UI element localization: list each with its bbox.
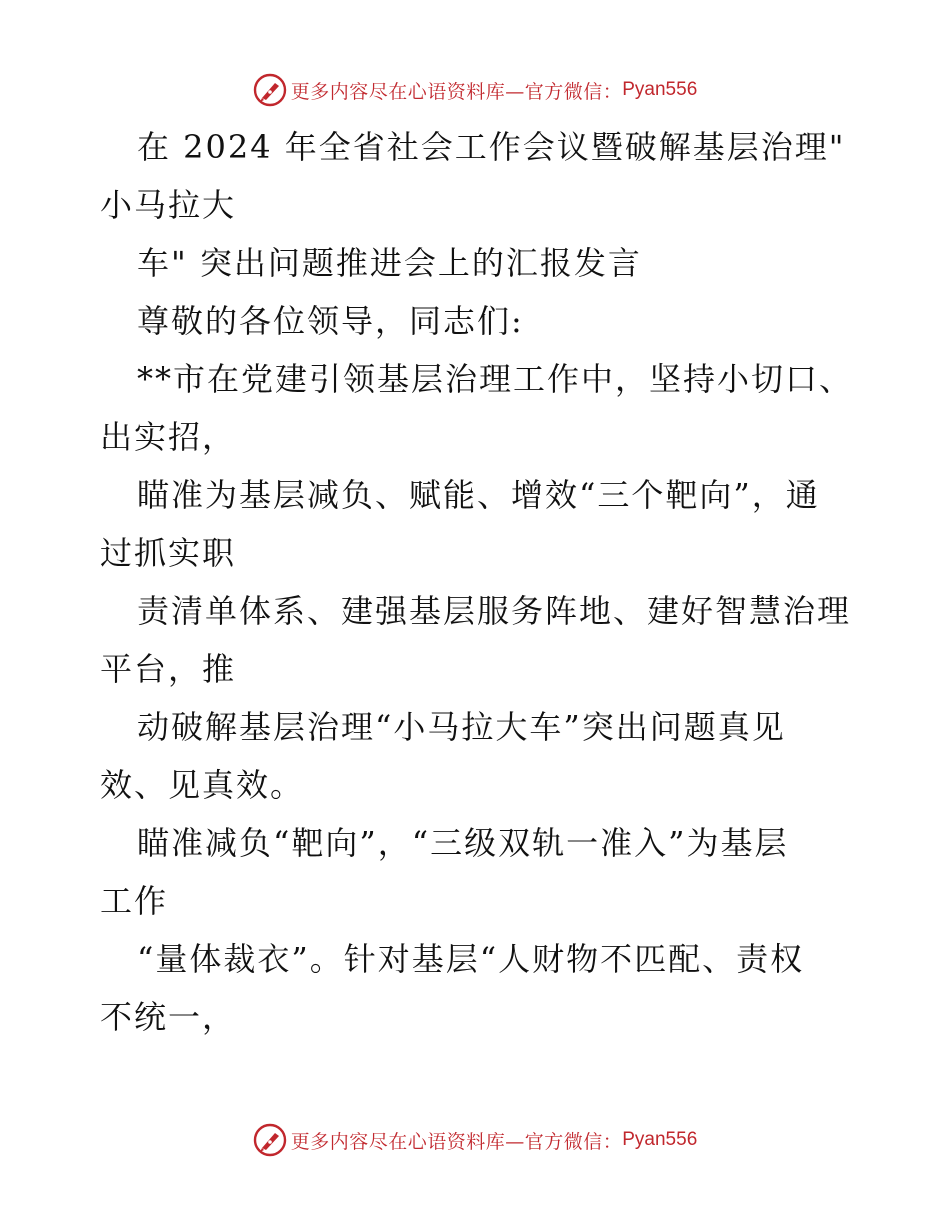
pen-nib-logo-icon xyxy=(253,73,287,107)
body-text-line: 责清单体系、建强基层服务阵地、建好智慧治理 xyxy=(137,592,852,630)
body-text-line: 在 2024 年全省社会工作会议暨破解基层治理" xyxy=(137,128,846,166)
body-text-line: 车" 突出问题推进会上的汇报发言 xyxy=(137,244,642,282)
body-text-line: 动破解基层治理“小马拉大车”突出问题真见 xyxy=(137,708,786,746)
header-wechat-id: Pyan556 xyxy=(622,79,698,100)
header-banner-text: 更多内容尽在心语资料库—官方微信： xyxy=(290,80,623,103)
document-body xyxy=(100,118,860,1046)
body-text-line: **市在党建引领基层治理工作中，坚持小切口、 xyxy=(137,360,854,398)
page-footer-banner xyxy=(0,1120,950,1160)
body-text-line: 过抓实职 xyxy=(100,534,237,572)
body-text-line: “量体裁衣”。针对基层“人财物不匹配、责权 xyxy=(137,940,805,978)
body-text-line: 平台，推 xyxy=(100,650,237,688)
footer-banner-text: 更多内容尽在心语资料库—官方微信： xyxy=(290,1130,623,1153)
body-text-line: 尊敬的各位领导，同志们: xyxy=(137,302,524,340)
body-text-line: 工作 xyxy=(100,882,169,920)
body-text-line: 瞄准为基层减负、赋能、增效“三个靶向”，通 xyxy=(137,476,820,514)
body-text-line: 不统一， xyxy=(100,998,237,1036)
pen-nib-logo-icon xyxy=(253,1123,287,1157)
page-header-banner xyxy=(0,70,950,110)
footer-wechat-id: Pyan556 xyxy=(622,1129,698,1150)
body-text-line: 效、见真效。 xyxy=(100,766,305,804)
body-text-line: 出实招， xyxy=(100,418,237,456)
body-text-line: 瞄准减负“靶向”，“三级双轨一准入”为基层 xyxy=(137,824,789,862)
body-text-line: 小马拉大 xyxy=(100,186,237,224)
